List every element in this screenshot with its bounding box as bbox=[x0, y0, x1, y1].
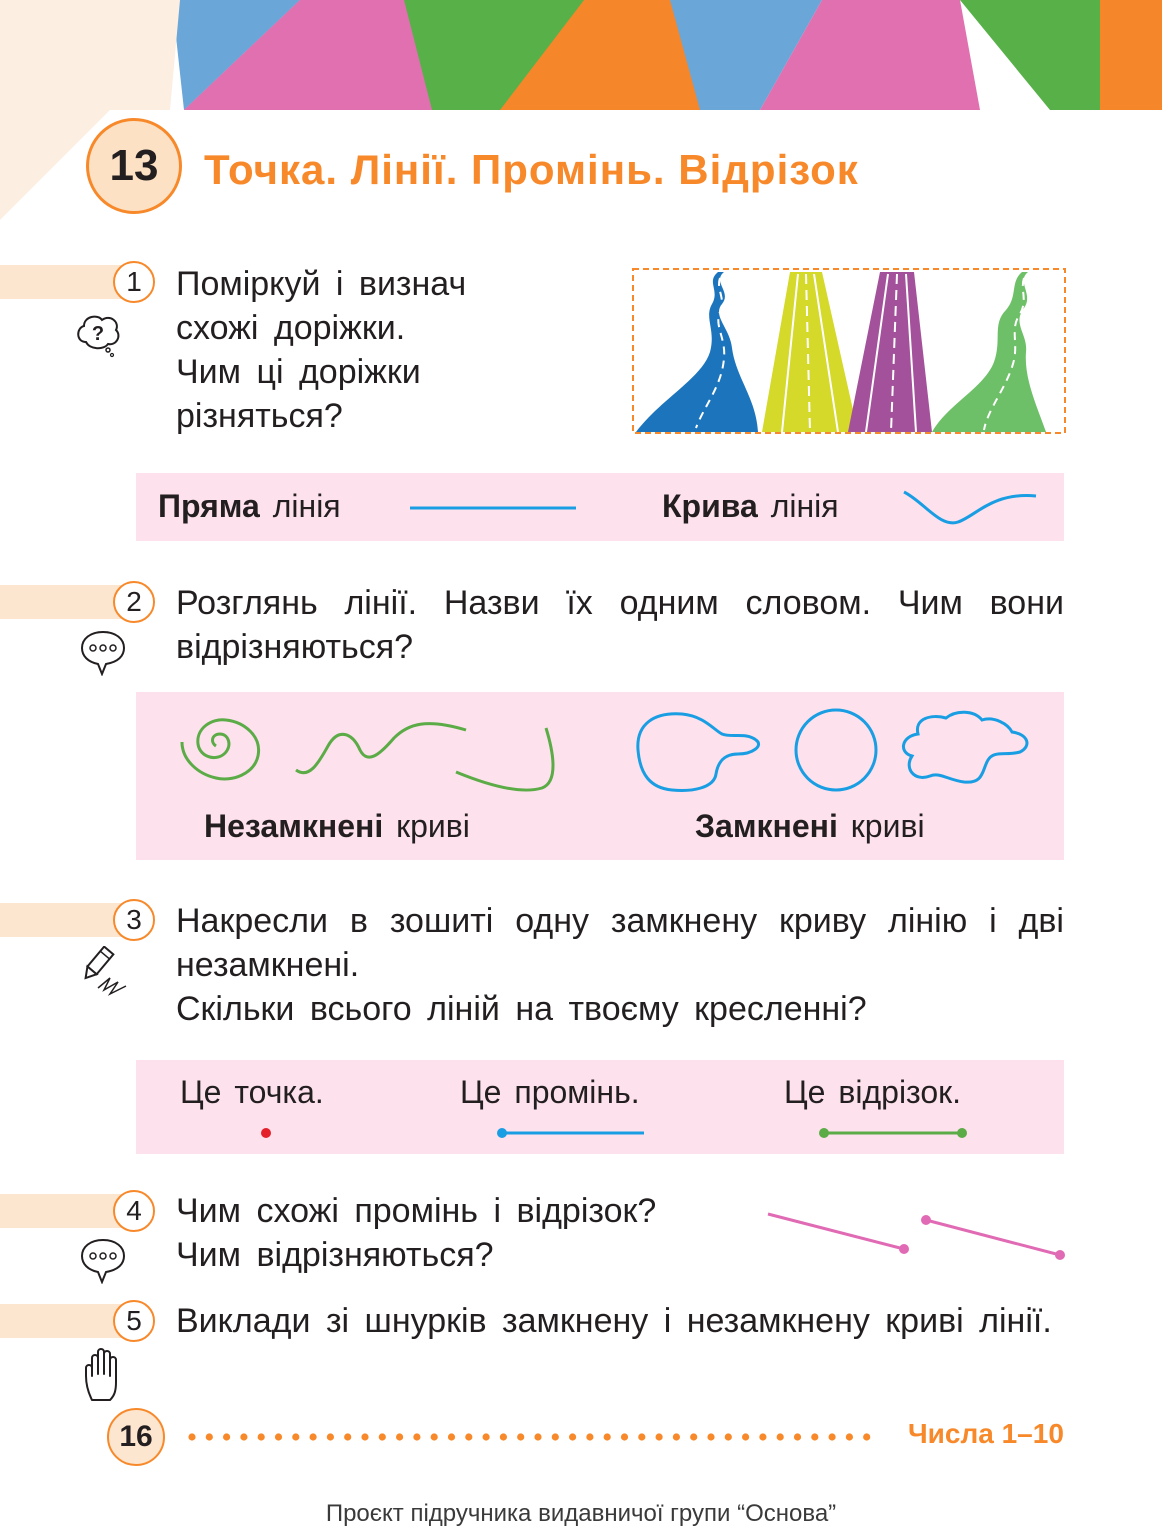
dotted-divider bbox=[186, 1427, 886, 1447]
task-number-4: 4 bbox=[113, 1190, 155, 1232]
straight-line-label: Пряма лінія bbox=[158, 488, 341, 524]
spiral-curve bbox=[182, 720, 259, 779]
page-title: Точка. Лінії. Промінь. Відрізок bbox=[204, 146, 859, 193]
task-5-text: Виклади зі шнурків замкнену і незамкнену криві лінії. bbox=[176, 1302, 1052, 1340]
divider-dot bbox=[310, 1433, 317, 1440]
divider-dot bbox=[794, 1433, 801, 1440]
divider-dot bbox=[621, 1433, 628, 1440]
divider-dot bbox=[759, 1433, 766, 1440]
divider-dot bbox=[396, 1433, 403, 1440]
divider-dot bbox=[465, 1433, 472, 1440]
point-sample bbox=[258, 1125, 274, 1141]
wavy-curve bbox=[296, 724, 466, 773]
divider-dot bbox=[673, 1433, 680, 1440]
task-2-text: Розглянь лінії. Назви їх одним словом. Чим вони відрізняються? bbox=[176, 584, 1064, 666]
divider-dot bbox=[188, 1433, 195, 1440]
speech-bubble-icon bbox=[78, 628, 128, 676]
divider-dot bbox=[223, 1433, 230, 1440]
task-4-text: Чим схожі промінь і відрізок? Чим відрізняються? bbox=[176, 1192, 657, 1274]
blob-closed-curve bbox=[638, 714, 759, 791]
speech-bubble-icon bbox=[78, 1236, 128, 1284]
divider-dot bbox=[483, 1433, 490, 1440]
divider-dot bbox=[413, 1433, 420, 1440]
divider-dot bbox=[829, 1433, 836, 1440]
ray-label: Це промінь. bbox=[460, 1074, 640, 1110]
divider-dot bbox=[707, 1433, 714, 1440]
task-number-5: 5 bbox=[113, 1300, 155, 1342]
divider-dot bbox=[552, 1433, 559, 1440]
divider-dot bbox=[327, 1433, 334, 1440]
divider-dot bbox=[240, 1433, 247, 1440]
divider-dot bbox=[777, 1433, 784, 1440]
divider-dot bbox=[863, 1433, 870, 1440]
pencil-icon bbox=[80, 946, 132, 1000]
hook-curve bbox=[456, 728, 553, 790]
divider-dot bbox=[292, 1433, 299, 1440]
divider-dot bbox=[275, 1433, 282, 1440]
task-3-question: Скільки всього ліній на твоєму кресленні? bbox=[176, 990, 867, 1028]
svg-text:?: ? bbox=[91, 323, 105, 345]
divider-dot bbox=[846, 1433, 853, 1440]
pink-segment bbox=[926, 1220, 1060, 1255]
divider-dot bbox=[500, 1433, 507, 1440]
task-3-text: Накресли в зошиті одну замкнену криву лінію і дві незамкнені. bbox=[176, 902, 1064, 984]
divider-dot bbox=[725, 1433, 732, 1440]
pink-ray bbox=[768, 1214, 904, 1249]
project-note: Проєкт підручника видавничої групи “Основа” bbox=[325, 1500, 837, 1527]
divider-dot bbox=[344, 1433, 351, 1440]
ray-and-segment-illustration bbox=[764, 1206, 1068, 1266]
task-number-2: 2 bbox=[113, 581, 155, 623]
point-label: Це точка. bbox=[180, 1074, 324, 1110]
circle-closed-curve bbox=[796, 710, 876, 790]
task-number-3: 3 bbox=[113, 899, 155, 941]
divider-dot bbox=[656, 1433, 663, 1440]
segment-label: Це відрізок. bbox=[784, 1074, 962, 1110]
divider-dot bbox=[361, 1433, 368, 1440]
divider-dot bbox=[431, 1433, 438, 1440]
divider-dot bbox=[742, 1433, 749, 1440]
divider-dot bbox=[534, 1433, 541, 1440]
header-banner bbox=[0, 0, 1162, 110]
segment-sample bbox=[814, 1124, 970, 1142]
cloud-closed-curve bbox=[903, 712, 1027, 782]
lesson-number-badge bbox=[86, 118, 182, 214]
open-curves-illustration bbox=[170, 704, 570, 794]
purple-straight-road bbox=[848, 272, 932, 432]
open-curves-label: Незамкнені криві bbox=[204, 808, 470, 844]
closed-curves-label: Замкнені криві bbox=[695, 808, 925, 844]
divider-dot bbox=[448, 1433, 455, 1440]
hand-icon bbox=[82, 1346, 128, 1404]
closed-curves-illustration bbox=[628, 704, 1038, 796]
thinking-cloud-icon bbox=[74, 312, 122, 358]
curved-line-sample bbox=[900, 484, 1040, 530]
divider-dot bbox=[638, 1433, 645, 1440]
divider-dot bbox=[206, 1433, 213, 1440]
divider-dot bbox=[586, 1433, 593, 1440]
task-number-1: 1 bbox=[113, 261, 155, 303]
page-number: 16 bbox=[119, 1420, 153, 1453]
page-number-badge bbox=[107, 1408, 165, 1466]
green-curvy-road bbox=[932, 272, 1046, 432]
section-title: Числа 1–10 bbox=[908, 1418, 1064, 1449]
divider-dot bbox=[690, 1433, 697, 1440]
divider-dot bbox=[811, 1433, 818, 1440]
divider-dot bbox=[569, 1433, 576, 1440]
divider-dot bbox=[258, 1433, 265, 1440]
lesson-number: 13 bbox=[109, 141, 159, 190]
ray-sample bbox=[494, 1124, 646, 1142]
roads-illustration bbox=[632, 268, 1066, 434]
task-1-text: Поміркуй і визнач схожі доріжки. Чим ці доріжки різняться? bbox=[176, 265, 467, 435]
divider-dot bbox=[604, 1433, 611, 1440]
divider-dot bbox=[517, 1433, 524, 1440]
curved-line-label: Крива лінія bbox=[662, 488, 839, 524]
blue-curvy-road bbox=[636, 272, 758, 432]
straight-line-sample bbox=[408, 498, 578, 518]
divider-dot bbox=[379, 1433, 386, 1440]
